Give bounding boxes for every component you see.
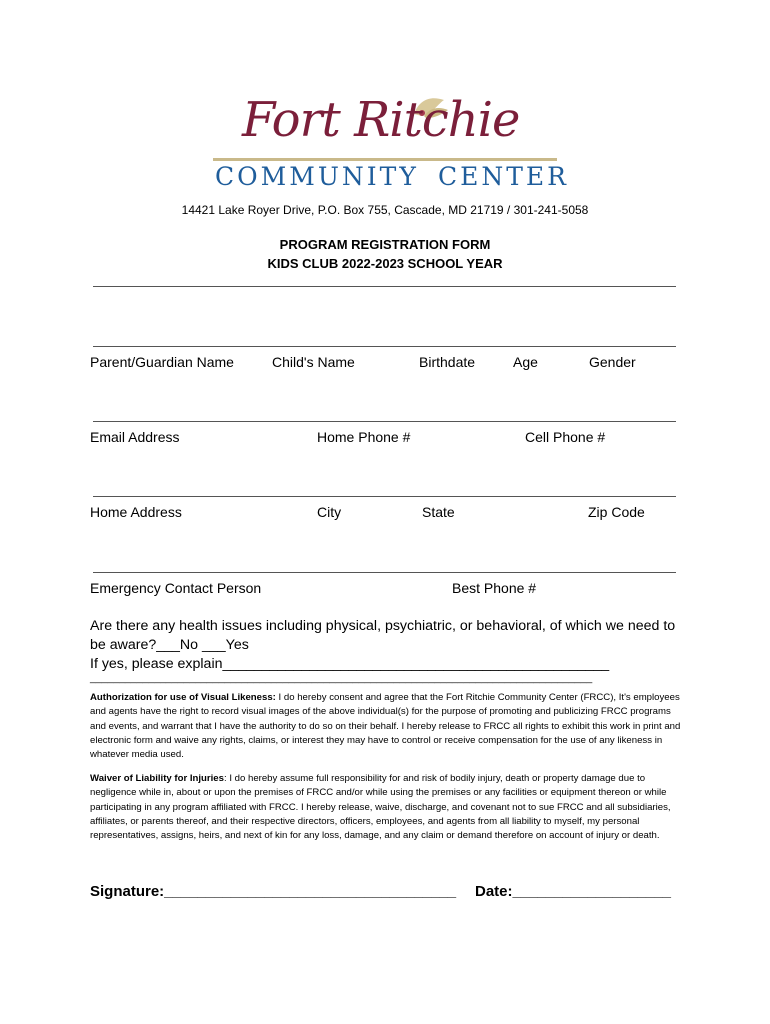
date-line[interactable]: Date:___________________ (475, 883, 672, 900)
field-line-row3[interactable] (93, 496, 676, 497)
health-explain-line[interactable]: If yes, please explain_________________________________________________ (90, 656, 610, 672)
waiver-body: : I do hereby assume full responsibility for and risk of bodily injury, death or property damage due to negligence while in, about or upon the premises of FRCC and/or while using the premises or any facilities or equipment thereon or while participating in any program affiliated with FRCC. I hereby release, waive, discharge, and covenant not to sue FRCC and all subsidiaries, affiliates, or parents thereof, and their respective directors, officers, employees, and agents from all liability to myself, my personal representatives, assigns, heirs, and next of kin for any loss, damage, and any claim or demand therefore on account of injury or death. (90, 773, 671, 842)
divider-line (93, 286, 676, 287)
field-line-row2[interactable] (93, 421, 676, 422)
authorization-heading: Authorization for use of Visual Likeness: (90, 692, 276, 703)
cell-phone-label: Cell Phone # (525, 429, 606, 445)
state-label: State (422, 504, 455, 520)
fort-ritchie-logo (210, 92, 570, 200)
gender-label: Gender (589, 354, 636, 370)
field-line-row4[interactable] (93, 572, 676, 573)
emergency-contact-label: Emergency Contact Person (90, 580, 262, 596)
email-address-label: Email Address (90, 429, 180, 445)
age-label: Age (513, 354, 538, 370)
health-explain-extra-line[interactable]: ______________________________________________________________________________________ (90, 672, 593, 684)
field-line-row1[interactable] (93, 346, 676, 347)
home-phone-label: Home Phone # (317, 429, 411, 445)
city-label: City (317, 504, 342, 520)
zip-code-label: Zip Code (588, 504, 645, 520)
authorization-body: I do hereby consent and agree that the Fort Ritchie Community Center (FRCC), It's employees and agents have the right to record visual images of the above individual(s) for the purpose of promoting and publicizing FRCC programs and events, and warrant that I have the authority to do so on their behalf. I hereby release to FRCC all rights to exhibit this work in print and electronic form and waive any rights, claims, or interest they may have to control or receive compensation for the use of any likeness in whatever media used. (90, 692, 681, 761)
parent-guardian-name-label: Parent/Guardian Name (90, 354, 234, 370)
birthdate-label: Birthdate (419, 354, 476, 370)
logo-center-text: CENTER (438, 162, 570, 191)
home-address-label: Home Address (90, 504, 182, 520)
health-question-line1: Are there any health issues including physical, psychiatric, or behavioral, of which we need to (90, 618, 676, 634)
best-phone-label: Best Phone # (452, 580, 537, 596)
childs-name-label: Child's Name (272, 354, 355, 370)
logo-script-text: Fort Ritchie (242, 92, 520, 148)
waiver-heading: Waiver of Liability for Injuries (90, 773, 224, 784)
logo-rule (213, 158, 557, 161)
logo-community-text: COMMUNITY (215, 162, 419, 191)
authorization-paragraph (90, 691, 686, 762)
health-question-line2: be aware?___No ___Yes (90, 637, 249, 653)
form-title: PROGRAM REGISTRATION FORM (279, 237, 491, 252)
signature-line[interactable]: Signature:___________________________________ (90, 883, 457, 900)
form-subtitle: KIDS CLUB 2022-2023 SCHOOL YEAR (267, 256, 503, 271)
waiver-paragraph (90, 772, 686, 843)
address-line: 14421 Lake Royer Drive, P.O. Box 755, Cascade, MD 21719 / 301-241-5058 (181, 203, 589, 217)
